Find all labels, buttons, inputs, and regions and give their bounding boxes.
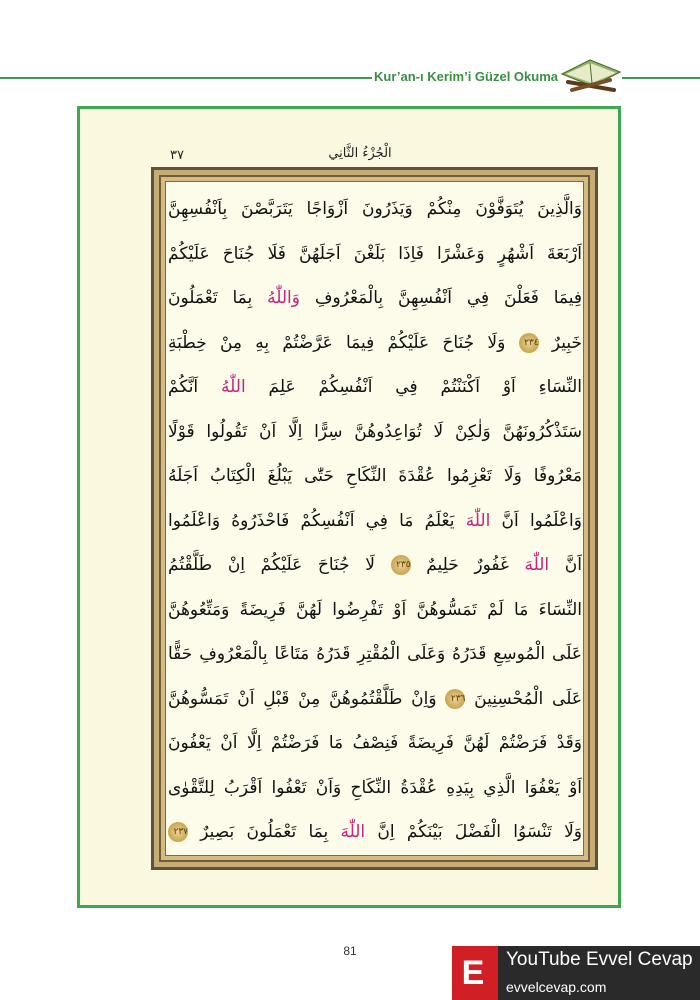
verse-line (168, 589, 582, 631)
divine-name-highlight: اللّٰهَ (465, 510, 491, 531)
ayah-number-marker: ٢٣٦ (445, 689, 465, 709)
verse-text: مَعْرُوفًا وَلَا تَعْزِمُوا عُقْدَةَ النِّكَاحِ حَتّٰى يَبْلُغَ الْكِتَابُ اَجَلَهُ (168, 466, 582, 486)
divine-name-highlight: وَاللّٰهُ (267, 288, 300, 308)
verse-line (168, 767, 582, 809)
verse-text: اَنَّ (549, 555, 582, 575)
juz-heading: الْجُزْءُ الثَّانِي (328, 146, 392, 161)
verses-block (168, 188, 582, 858)
verse-line (168, 544, 582, 586)
verse-text: وَاِنْ طَلَّقْتُمُوهُنَّ مِنْ قَبْلِ اَنْ تَمَسُّوهُنَّ (168, 688, 446, 709)
watermark-url: evvelcevap.com (506, 979, 607, 995)
ayah-number-marker: ٢٣٤ (519, 333, 539, 353)
verse-line (168, 811, 582, 853)
verse-line (168, 188, 582, 230)
verse-line (168, 366, 582, 408)
book-title: Kur’an-ı Kerim’i Güzel Okuma (374, 69, 558, 84)
verse-line (168, 500, 582, 542)
watermark-logo-letter: E (452, 946, 494, 1000)
verse-text: اَوْ يَعْفُوَا الَّذِي بِيَدِهِ عُقْدَةُ النِّكَاحِ وَاَنْ تَعْفُوا اَقْرَبُ لِلتَّقْوٰى (168, 777, 582, 798)
watermark-banner[interactable] (494, 946, 700, 1000)
verse-text: عَلَى الْمُوسِعِ قَدَرُهُ وَعَلَى الْمُقْتِرِ قَدَرُهُ مَتَاعًا بِالْمَعْرُوفِ حَقًّا (168, 644, 582, 664)
verse-text: بِمَا تَعْمَلُونَ بَصِيرٌ (188, 822, 341, 842)
header-rule-left (0, 77, 372, 79)
arabic-page-number: ٣٧ (170, 148, 184, 163)
verse-text: خَبِيرٌ (538, 332, 582, 353)
page-number: 81 (343, 944, 357, 958)
verse-text: وَلَا تَنْسَوُا الْفَضْلَ بَيْنَكُمْ اِنَّ (365, 822, 582, 842)
verse-line (168, 455, 582, 497)
verse-text: وَلَا جُنَاحَ عَلَيْكُمْ فِيمَا عَرَّضْتُمْ بِهِ مِنْ خِطْبَةِ (168, 332, 519, 353)
verse-text: اَنَّكُمْ (168, 377, 222, 397)
verse-line (168, 277, 582, 319)
verse-text: غَفُورٌ حَلِيمٌ (410, 555, 525, 575)
verse-text: وَقَدْ فَرَضْتُمْ لَهُنَّ فَرِيضَةً فَنِصْفُ مَا فَرَضْتُمْ اِلَّا اَنْ يَعْفُونَ (168, 733, 582, 753)
ayah-number-marker: ٢٣٥ (391, 555, 411, 575)
verse-text: عَلَى الْمُحْسِنِينَ (465, 688, 582, 709)
verse-text: سَتَذْكُرُونَهُنَّ وَلٰكِنْ لَا تُوَاعِدُوهُنَّ سِرًّا اِلَّا اَنْ تَقُولُوا قَوْلًا (168, 421, 582, 442)
verse-line (168, 678, 582, 720)
verse-line (168, 633, 582, 675)
verse-text: بِمَا تَعْمَلُونَ (168, 288, 268, 308)
verse-line (168, 722, 582, 764)
verse-text: يَعْلَمُ مَا فِي اَنْفُسِكُمْ فَاحْذَرُوهُ وَاعْلَمُوا (168, 510, 466, 531)
header-rule-right (622, 77, 700, 79)
verse-text: لَا جُنَاحَ عَلَيْكُمْ اِنْ طَلَّقْتُمُ (168, 555, 391, 575)
verse-text: وَالَّذِينَ يُتَوَفَّوْنَ مِنْكُمْ وَيَذَرُونَ اَزْوَاجًا يَتَرَبَّصْنَ بِاَنْفُسِهِنَّ (168, 199, 582, 219)
verse-text: اَرْبَعَةَ اَشْهُرٍ وَعَشْرًا فَاِذَا بَلَغْنَ اَجَلَهُنَّ فَلَا جُنَاحَ عَلَيْكُمْ (168, 243, 582, 264)
verse-text: فِيمَا فَعَلْنَ فِي اَنْفُسِهِنَّ بِالْمَعْرُوفِ (299, 288, 582, 308)
verse-line (168, 322, 582, 364)
divine-name-highlight: اللّٰهُ (221, 377, 246, 397)
verse-line (168, 411, 582, 453)
verse-text: وَاعْلَمُوا اَنَّ (490, 510, 582, 531)
open-quran-on-stand-icon (558, 52, 624, 96)
ayah-number-marker: ٢٣٧ (168, 822, 188, 842)
verse-text: النِّسَاءِ اَوْ اَكْنَنْتُمْ فِي اَنْفُسِكُمْ عَلِمَ (245, 377, 582, 397)
watermark-channel-name: YouTube Evvel Cevap (506, 949, 693, 970)
divine-name-highlight: اللّٰهَ (524, 555, 550, 575)
verse-line (168, 233, 582, 275)
divine-name-highlight: اللّٰهَ (340, 822, 366, 842)
verse-text: النِّسَاءَ مَا لَمْ تَمَسُّوهُنَّ اَوْ تَفْرِضُوا لَهُنَّ فَرِيضَةً وَمَتِّعُوهُنَّ (168, 599, 582, 620)
